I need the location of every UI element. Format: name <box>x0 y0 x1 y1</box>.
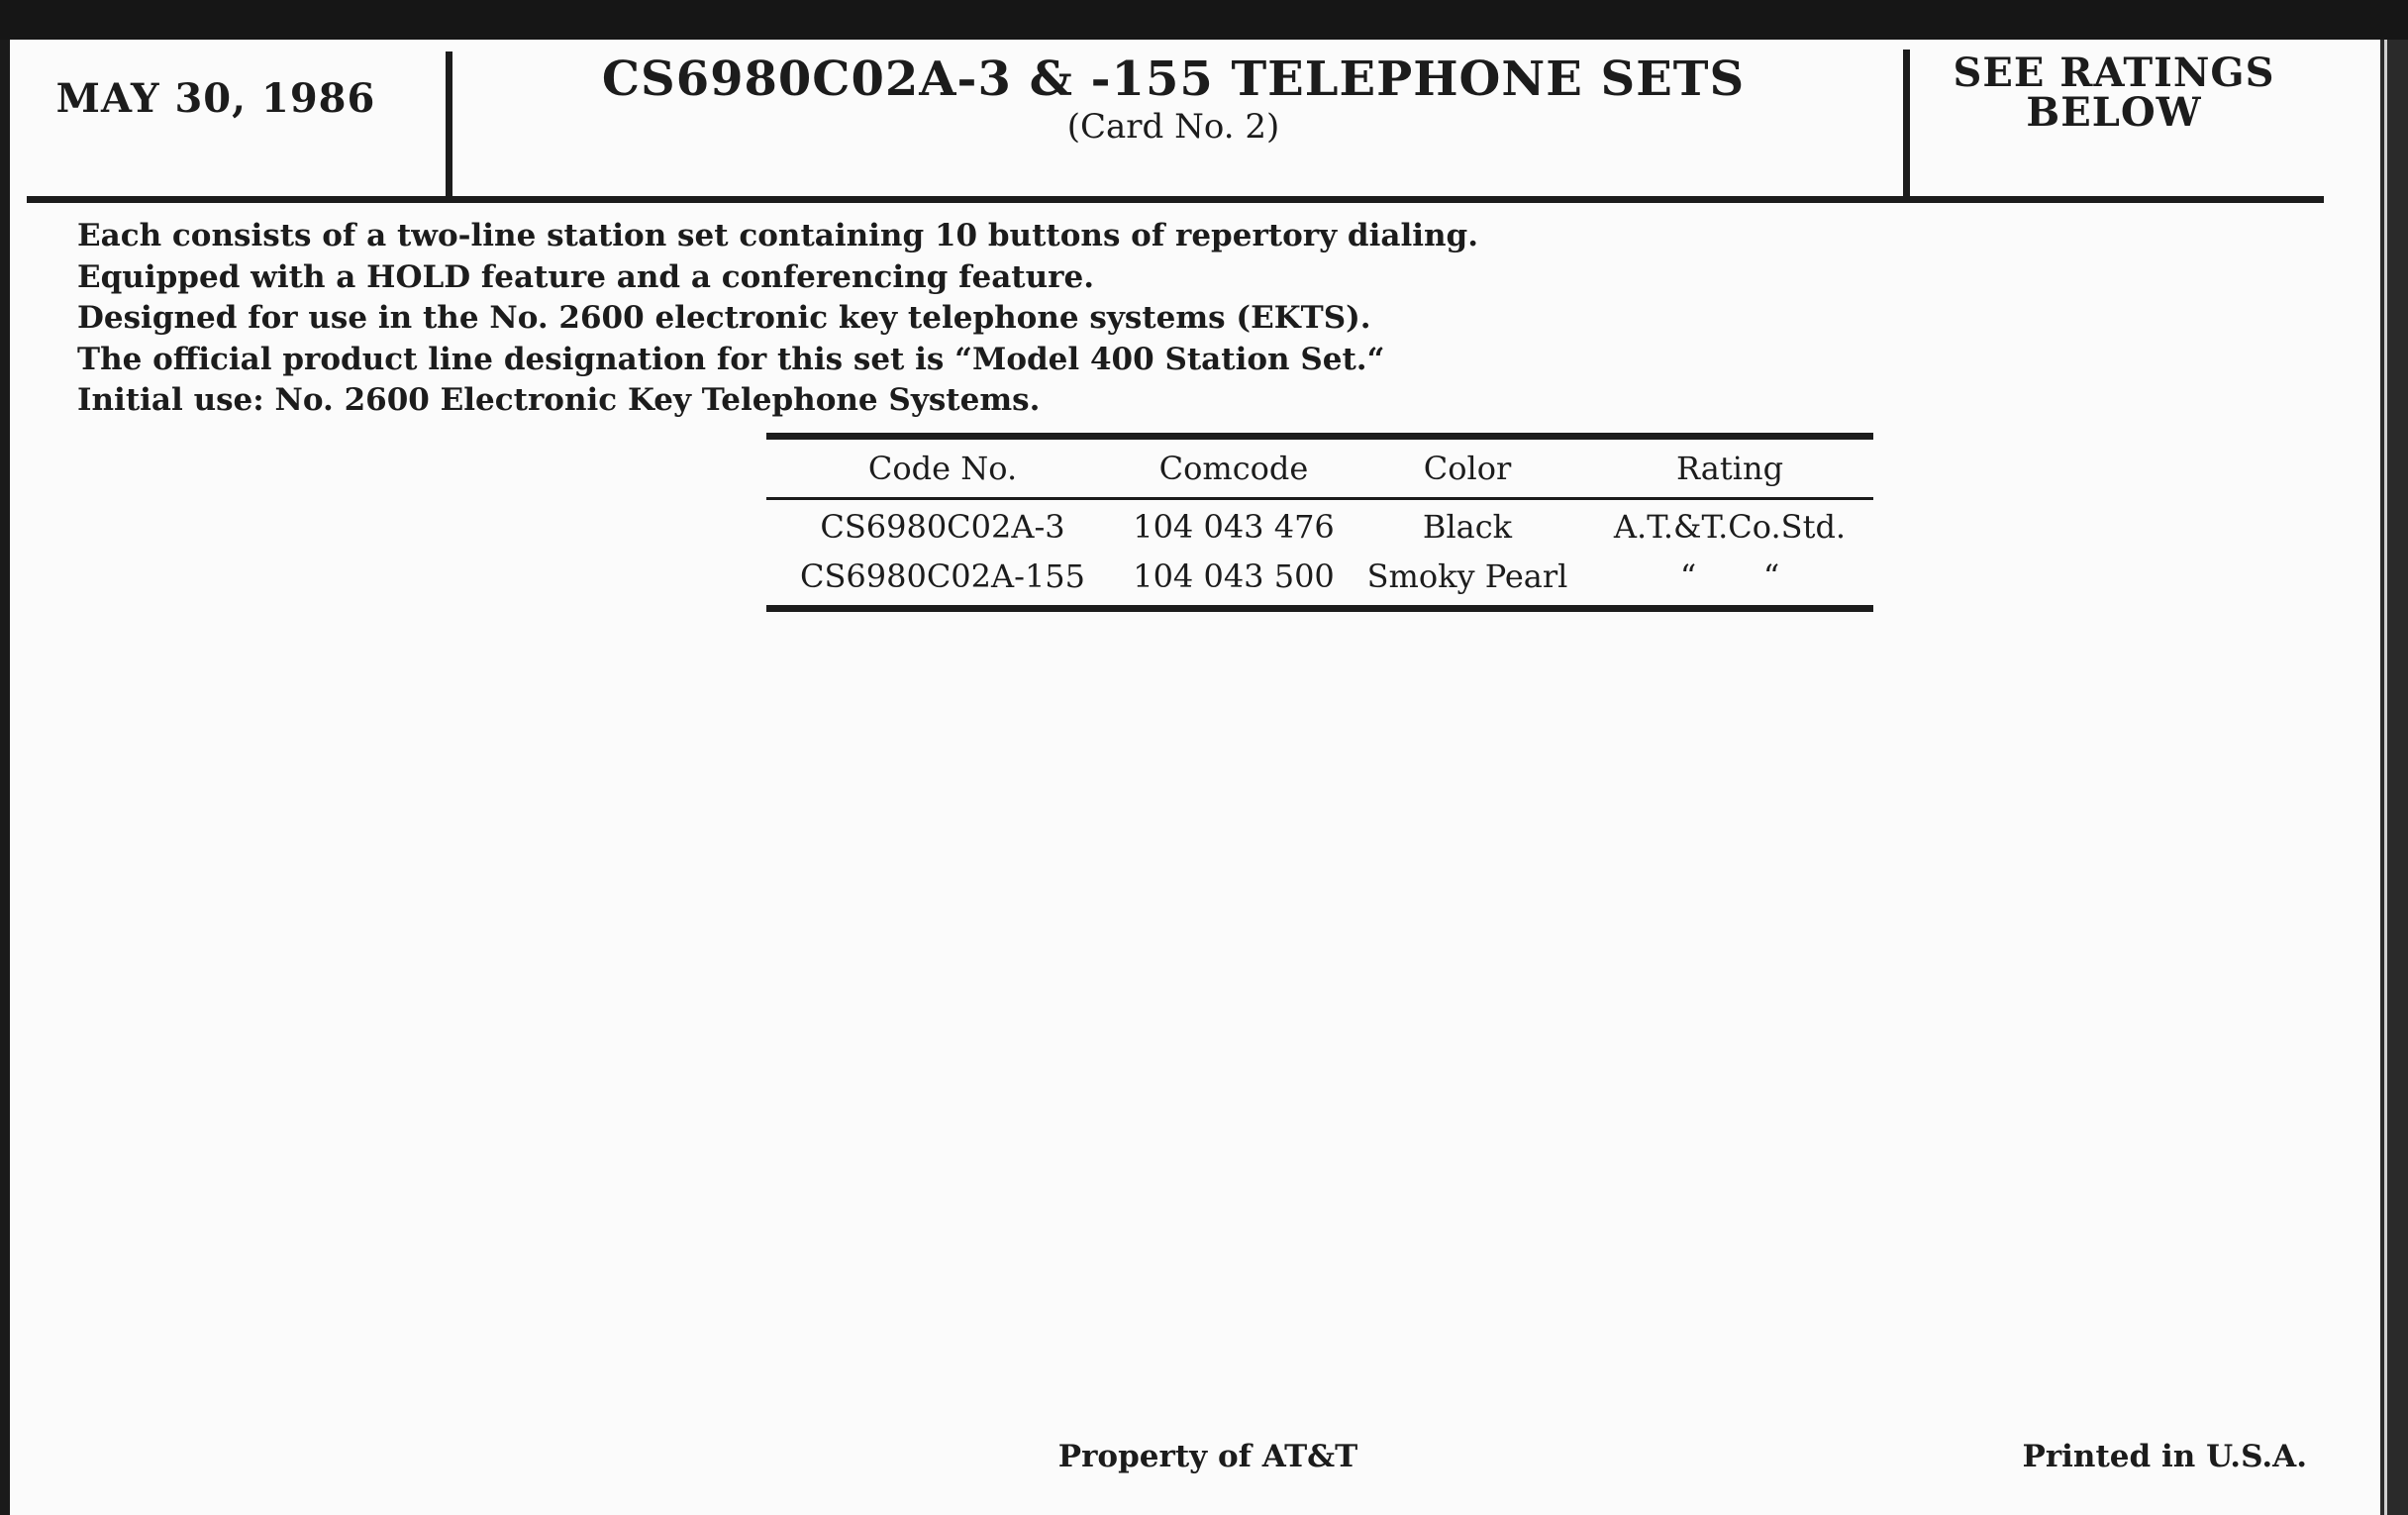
column-header-code: Code No. <box>867 450 1018 487</box>
description-line: Initial use: No. 2600 Electronic Key Telephone Systems. <box>77 382 1041 418</box>
card-number: (Card No. 2) <box>1066 107 1280 147</box>
scan-right-border <box>2380 40 2408 1515</box>
cell-color: Smoky Pearl <box>1366 557 1568 595</box>
cell-rating-ditto <box>1586 557 1873 595</box>
cell-comcode: 104 043 500 <box>1133 557 1335 595</box>
description-line: Designed for use in the No. 2600 electronic key telephone systems (EKTS). <box>77 300 1371 336</box>
table-header-row <box>766 440 1873 497</box>
header-rule <box>27 196 2324 203</box>
table-row <box>766 552 1873 601</box>
cell-code: CS6980C02A-155 <box>799 557 1086 595</box>
ratings-note-line-2: BELOW <box>2026 89 2202 136</box>
cell-comcode: 104 043 476 <box>1133 508 1335 546</box>
ratings-note-line-1: SEE RATINGS <box>1953 50 2275 96</box>
table-row <box>766 502 1873 552</box>
ditto-mark: “ <box>1762 557 1780 595</box>
table-top-rule <box>766 433 1873 440</box>
scan-top-border <box>0 0 2408 40</box>
column-header-comcode: Comcode <box>1158 450 1309 487</box>
column-header-color: Color <box>1423 450 1512 487</box>
issue-date: MAY 30, 1986 <box>55 75 376 122</box>
description-list <box>77 216 1478 422</box>
description-line: Each consists of a two-line station set containing 10 buttons of repertory dialing. <box>77 218 1479 253</box>
cell-rating: A.T.&T.Co.Std. <box>1613 508 1847 546</box>
cell-code: CS6980C02A-3 <box>820 508 1065 546</box>
print-origin-note: Printed in U.S.A. <box>2022 1439 2307 1474</box>
ownership-note: Property of AT&T <box>1057 1439 1358 1474</box>
header-divider-right <box>1903 50 1910 200</box>
table-bottom-rule <box>766 605 1873 612</box>
ditto-mark: “ <box>1679 557 1697 595</box>
card-title-block <box>455 50 1891 145</box>
table-header-rule <box>766 497 1873 500</box>
description-line: The official product line designation for this set is “Model 400 Station Set.“ <box>77 341 1385 377</box>
ratings-note <box>1911 50 2317 136</box>
card-title: CS6980C02A-3 & -155 TELEPHONE SETS <box>601 51 1746 107</box>
header-divider-left <box>446 51 452 200</box>
column-header-rating: Rating <box>1675 450 1784 487</box>
description-line: Equipped with a HOLD feature and a conferencing feature. <box>77 258 1094 295</box>
code-table <box>766 433 1873 612</box>
cell-color: Black <box>1422 508 1513 546</box>
